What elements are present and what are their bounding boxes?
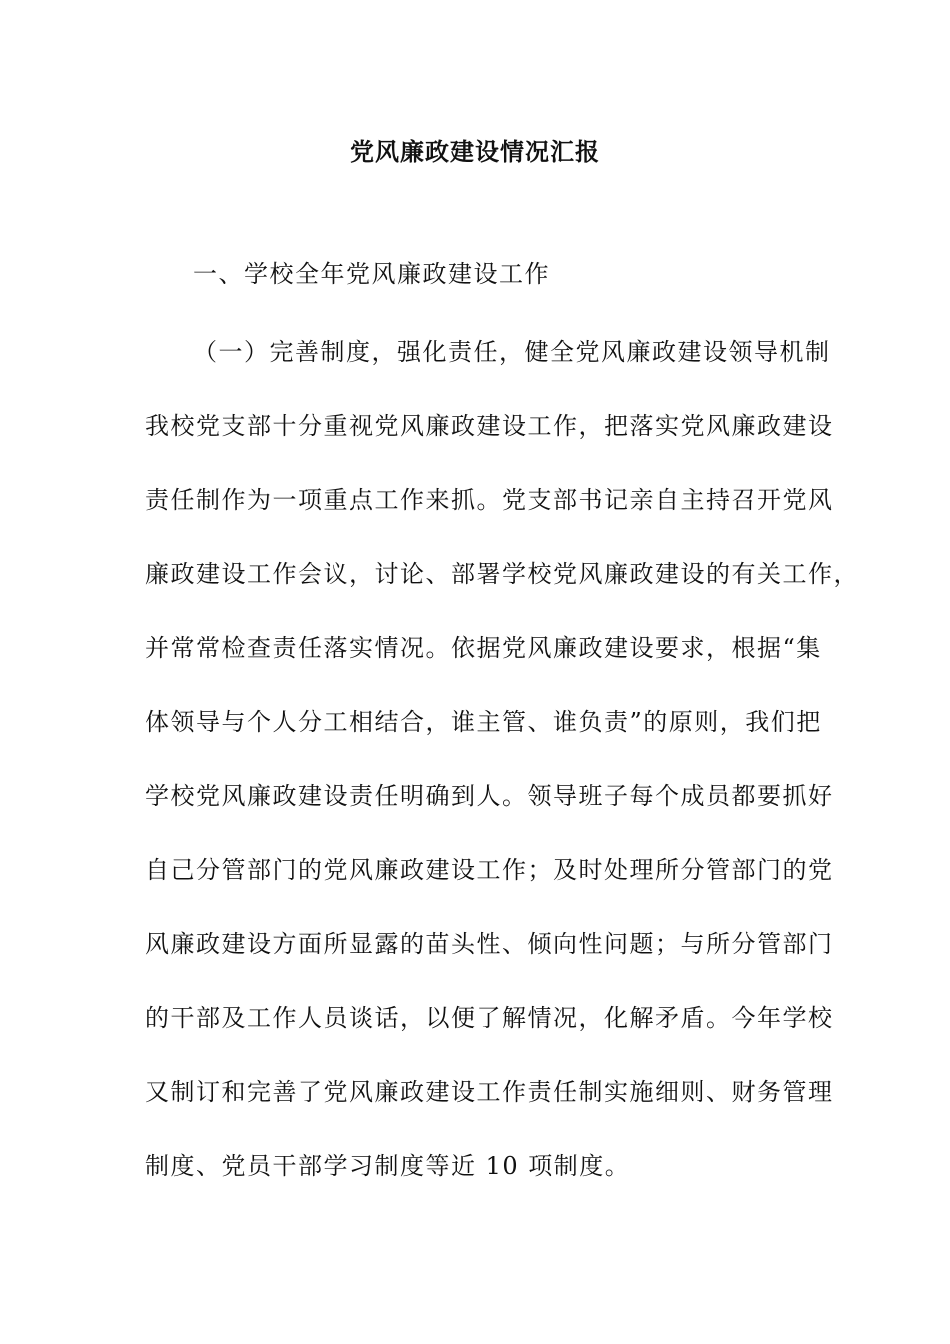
paragraph-line: 我校党支部十分重视党风廉政建设工作，把落实党风廉政建设 xyxy=(145,412,834,440)
paragraph-line: 学校党风廉政建设责任明确到人。领导班子每个成员都要抓好 xyxy=(145,782,834,810)
paragraph-line: 的干部及工作人员谈话，以便了解情况，化解矛盾。今年学校 xyxy=(145,1004,834,1032)
paragraph-line: 风廉政建设方面所显露的苗头性、倾向性问题；与所分管部门 xyxy=(145,930,834,958)
paragraph-line: 体领导与个人分工相结合，谁主管、谁负责”的原则，我们把 xyxy=(145,708,822,736)
document-title: 党风廉政建设情况汇报 xyxy=(350,137,600,166)
paragraph-line: 责任制作为一项重点工作来抓。党支部书记亲自主持召开党风 xyxy=(145,486,834,514)
section-heading: 一、学校全年党风廉政建设工作 xyxy=(193,260,550,288)
paragraph-line: 自己分管部门的党风廉政建设工作；及时处理所分管部门的党 xyxy=(145,856,834,884)
subsection-heading: （一）完善制度，强化责任，健全党风廉政建设领导机制 xyxy=(193,338,831,366)
paragraph-line: 廉政建设工作会议，讨论、部署学校党风廉政建设的有关工作， xyxy=(145,560,859,588)
paragraph-line: 又制订和完善了党风廉政建设工作责任制实施细则、财务管理 xyxy=(145,1078,834,1106)
paragraph-line: 制度、党员干部学习制度等近 10 项制度。 xyxy=(145,1152,631,1180)
paragraph-line: 并常常检查责任落实情况。依据党风廉政建设要求，根据“集 xyxy=(145,634,822,662)
